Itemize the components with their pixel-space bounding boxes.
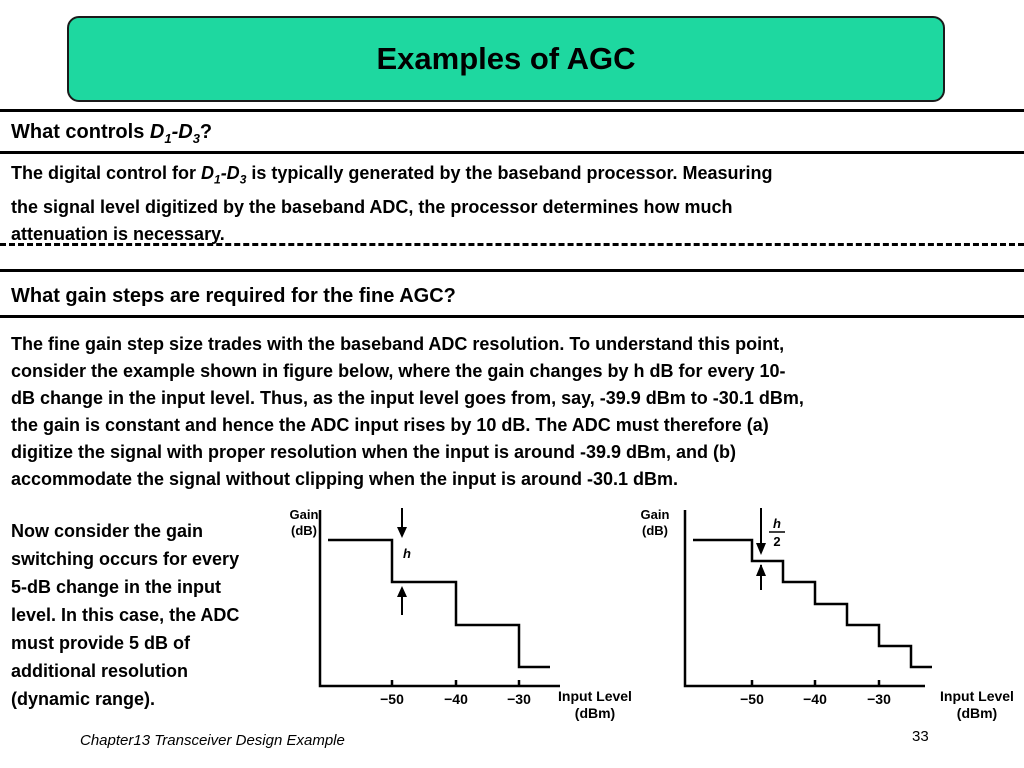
side-note-line: switching occurs for every xyxy=(11,549,240,569)
section1-line2: the signal level digitized by the baseband ADC, the processor determines how much xyxy=(11,196,733,217)
arrow-down-icon xyxy=(756,543,766,555)
section2-heading: What gain steps are required for the fine AGC? xyxy=(11,285,456,307)
title-banner xyxy=(67,16,945,102)
dashed-divider xyxy=(0,243,1024,246)
x-axis-label: Input Level xyxy=(558,688,632,704)
gain-step-figure-right xyxy=(635,500,1020,730)
side-note-line: (dynamic range). xyxy=(11,689,156,709)
axes xyxy=(685,510,925,686)
gain-staircase xyxy=(328,540,550,667)
arrow-up-icon xyxy=(756,564,766,576)
tick-label: −30 xyxy=(507,691,531,707)
x-axis-unit: (dBm) xyxy=(574,705,616,721)
section2-line: consider the example shown in figure below, where the gain changes by h dB for every 10- xyxy=(11,361,786,381)
tick-label: −50 xyxy=(380,691,404,707)
gain-staircase xyxy=(693,540,932,667)
divider-section1 xyxy=(0,151,1024,154)
slide-title: Examples of AGC xyxy=(376,41,636,76)
gain-step-figure-left xyxy=(270,500,650,730)
y-axis-label: Gain xyxy=(640,507,670,522)
side-note-line: additional resolution xyxy=(11,661,189,681)
side-note-line: must provide 5 dB of xyxy=(11,633,191,653)
tick-label: −30 xyxy=(867,691,891,707)
y-axis-label: Gain xyxy=(289,507,319,522)
section2-line: The fine gain step size trades with the baseband ADC resolution. To understand this point, xyxy=(11,334,785,354)
section1-line3: attenuation is necessary. xyxy=(11,223,225,244)
step-label-h: h xyxy=(403,546,411,561)
footer-chapter: Chapter13 Transceiver Design Example xyxy=(80,732,345,749)
section1-line1: The digital control for $D_1-D_3$ is typically generated by the baseband processor. Measuring xyxy=(11,163,773,187)
arrow-up-icon xyxy=(397,586,407,597)
side-note-line: 5-dB change in the input xyxy=(11,577,221,597)
arrow-down-icon xyxy=(397,527,407,538)
page-number: 33 xyxy=(912,728,929,745)
axes xyxy=(320,510,560,686)
section2-line: digitize the signal with proper resolution when the input is around -39.9 dBm, and (b) xyxy=(11,442,737,462)
section2-line: dB change in the input level. Thus, as the input level goes from, say, -39.9 dBm to -30.1 dBm, xyxy=(11,388,804,408)
tick-label: −50 xyxy=(740,691,764,707)
section2-line: the gain is constant and hence the ADC input rises by 10 dB. The ADC must therefore (a) xyxy=(11,415,769,435)
side-note-line: Now consider the gain xyxy=(11,521,204,541)
y-axis-unit: (dB) xyxy=(291,523,317,538)
step-label-denominator: 2 xyxy=(773,534,781,549)
x-axis-label: Input Level xyxy=(940,688,1014,704)
divider-section2 xyxy=(0,315,1024,318)
tick-label: −40 xyxy=(803,691,827,707)
tick-label: −40 xyxy=(444,691,468,707)
step-label-numerator: h xyxy=(773,516,781,531)
side-note xyxy=(11,517,311,713)
section2-body xyxy=(11,331,1021,493)
divider-section2-top xyxy=(0,269,1024,272)
divider-top xyxy=(0,109,1024,112)
section2-line: accommodate the signal without clipping when the input is around -30.1 dBm. xyxy=(11,469,679,489)
side-note-line: level. In this case, the ADC xyxy=(11,605,240,625)
y-axis-unit: (dB) xyxy=(642,523,668,538)
section1-body xyxy=(11,160,1011,248)
section1-heading: What controls $D_1-D_3$? xyxy=(11,121,213,146)
x-axis-unit: (dBm) xyxy=(956,705,998,721)
